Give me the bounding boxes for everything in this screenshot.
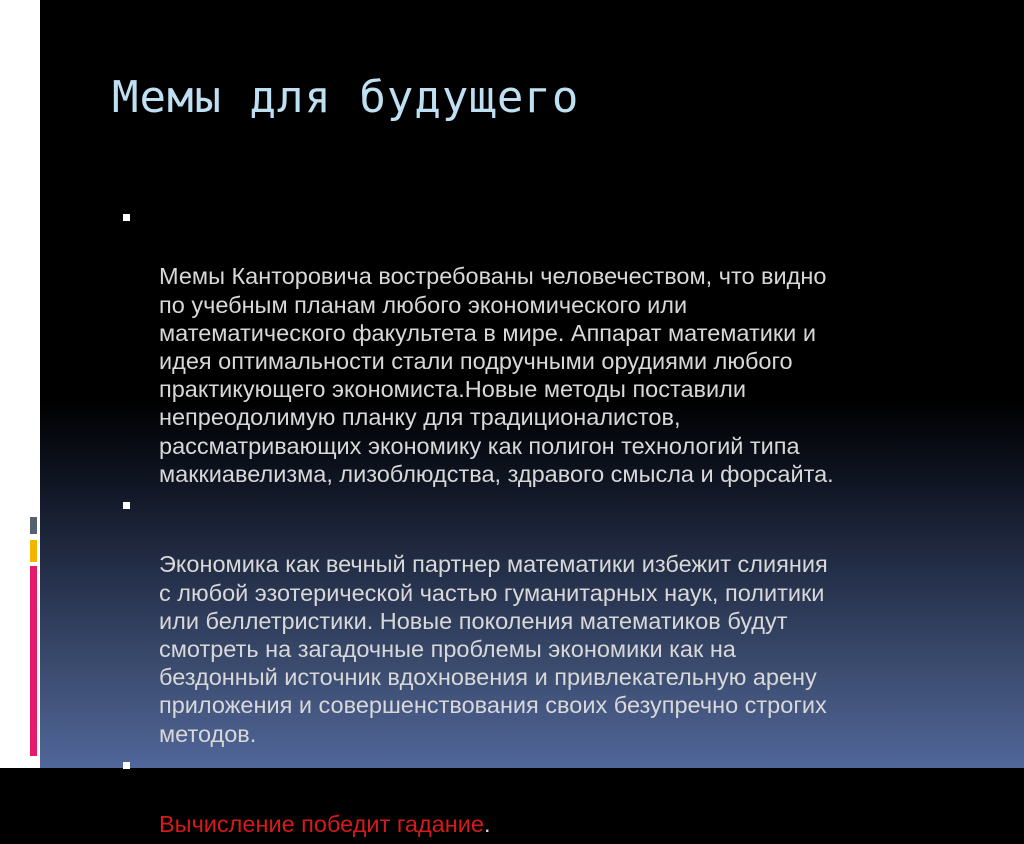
slide-title: Мемы для будущего (112, 72, 580, 123)
bullet-text: Мемы Канторовича востребованы человечеством, что видно по учебным планам любого экономического или математического факультета в мире. Аппарат математики и идея оптимальности стали подручными орудиями любого практикующего экономиста.Новые методы поставили непреодолимую планку для традиционалистов, рассматривающих экономику как полигон технологий типа маккиавелизма, лизоблюдства, здравого смысла и форсайта. (159, 263, 834, 487)
square-bullet-icon (123, 214, 130, 221)
bullet-item (120, 494, 970, 748)
bullet-suffix: . (483, 811, 491, 838)
accent-bar-pink (30, 566, 37, 756)
bullet-item (120, 206, 970, 488)
highlight-text: Вычисление победит гадание (159, 811, 484, 838)
square-bullet-icon (123, 762, 130, 769)
bullet-item (120, 754, 970, 839)
accent-bar-yellow (30, 540, 37, 562)
accent-bar-grey (30, 517, 37, 534)
bullet-list (120, 206, 970, 844)
bullet-text: Экономика как вечный партнер математики избежит слияния с любой эзотерической частью гуманитарных наук, политики или беллетристики. Новые поколения математиков будут смотреть на загадочные проблемы экономики как на бездонный источник вдохновения и привлекательную арену приложения и совершенствования своих безупречно строгих методов. (159, 551, 828, 747)
square-bullet-icon (123, 502, 130, 509)
